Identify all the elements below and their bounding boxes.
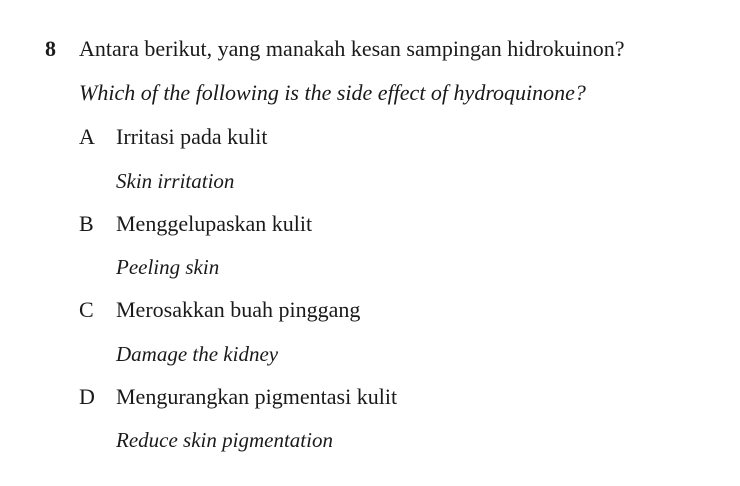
option-c-english[interactable]: Damage the kidney	[116, 342, 279, 366]
question-text-malay: Antara berikut, yang manakah kesan sampingan hidrokuinon?	[79, 36, 625, 61]
question-number: 8	[45, 36, 56, 61]
option-a-malay[interactable]: Irritasi pada kulit	[116, 124, 268, 149]
option-a-english[interactable]: Skin irritation	[116, 169, 235, 193]
option-d-malay[interactable]: Mengurangkan pigmentasi kulit	[116, 384, 398, 409]
option-b-malay[interactable]: Menggelupaskan kulit	[116, 211, 313, 236]
option-b-letter[interactable]: B	[79, 211, 94, 236]
option-d-letter[interactable]: D	[79, 384, 95, 409]
option-d-english[interactable]: Reduce skin pigmentation	[116, 428, 333, 452]
option-a-letter[interactable]: A	[79, 124, 95, 149]
option-c-letter[interactable]: C	[79, 297, 94, 322]
option-b-english[interactable]: Peeling skin	[116, 255, 220, 279]
option-c-malay[interactable]: Merosakkan buah pinggang	[116, 297, 361, 322]
question-text-english: Which of the following is the side effect of hydroquinone?	[79, 80, 586, 105]
